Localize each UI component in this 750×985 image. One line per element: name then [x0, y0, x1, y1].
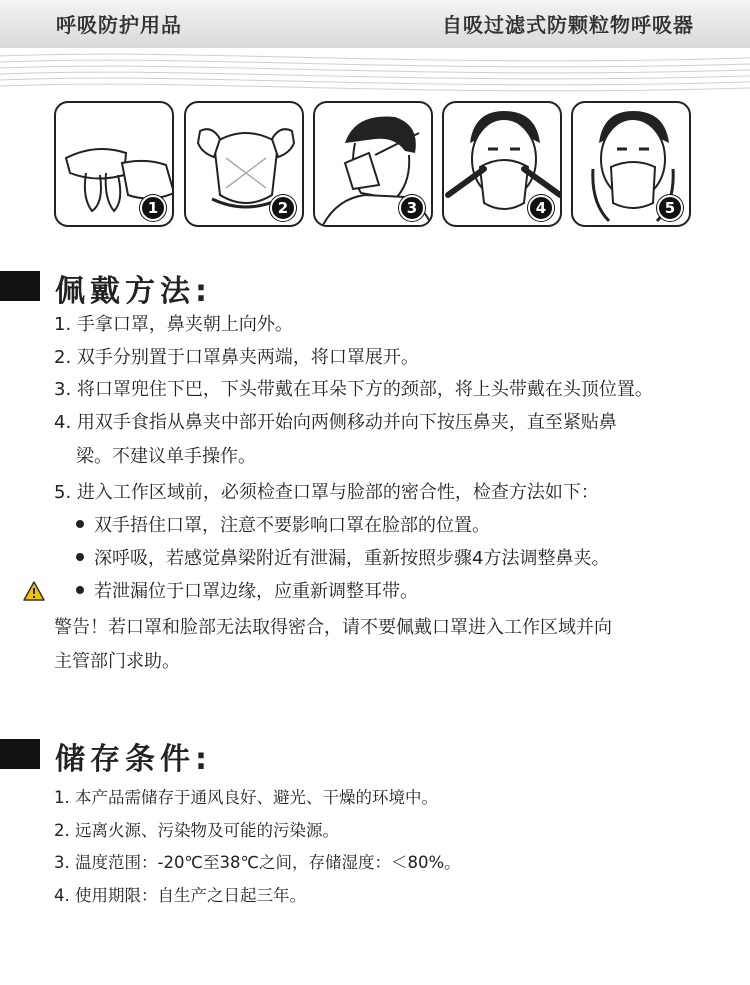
check-bullet-text: 深呼吸，若感觉鼻梁附近有泄漏，重新按照步骤4方法调整鼻夹。 [94, 548, 610, 569]
wearing-step-3: 3. 将口罩兜住下巴，下头带戴在耳朵下方的颈部，将上头带戴在头顶位置。 [54, 379, 653, 400]
check-bullet-text: 双手捂住口罩，注意不要影响口罩在脸部的位置。 [94, 515, 490, 536]
wearing-step-4-continued: 梁。不建议单手操作。 [76, 446, 256, 467]
bullet-dot [76, 553, 84, 561]
wearing-step-1: 1. 手拿口罩，鼻夹朝上向外。 [54, 314, 293, 335]
storage-item-3: 3. 温度范围：-20℃至38℃之间，存储湿度：＜80%。 [54, 853, 461, 872]
heading-bar [0, 271, 40, 301]
step-1-illustration [54, 101, 174, 227]
wearing-step-4: 4. 用双手食指从鼻夹中部开始向两侧移动并向下按压鼻夹，直至紧贴鼻 [54, 412, 617, 433]
warning-triangle-icon [23, 581, 45, 601]
step-number: 2 [270, 195, 296, 221]
category-title: 呼吸防护用品 [56, 13, 182, 37]
step-number: 3 [399, 195, 425, 221]
wearing-step-2: 2. 双手分别置于口罩鼻夹两端，将口罩展开。 [54, 347, 419, 368]
step-5-illustration [571, 101, 691, 227]
step-2-illustration [184, 101, 304, 227]
warning-text-line-1: 警告！若口罩和脸部无法取得密合，请不要佩戴口罩进入工作区域并向 [54, 617, 612, 638]
step-4-illustration [442, 101, 562, 227]
step-number: 1 [140, 195, 166, 221]
step-3-illustration [313, 101, 433, 227]
check-bullet-2 [76, 547, 609, 571]
storage-title: 储存条件: [55, 742, 212, 777]
check-bullet-1 [76, 514, 490, 538]
step-number: 5 [657, 195, 683, 221]
product-title: 自吸过滤式防颗粒物呼吸器 [442, 13, 694, 37]
storage-item-1: 1. 本产品需储存于通风良好、避光、干燥的环境中。 [54, 788, 438, 807]
warning-text-line-2: 主管部门求助。 [54, 651, 180, 672]
header-bar [0, 0, 750, 48]
decorative-waves [0, 48, 750, 108]
bullet-dot [76, 520, 84, 528]
storage-item-4: 4. 使用期限：自生产之日起三年。 [54, 886, 306, 905]
wearing-method-title: 佩戴方法: [55, 274, 212, 309]
check-bullet-text: 若泄漏位于口罩边缘，应重新调整耳带。 [94, 581, 418, 602]
wearing-steps [54, 101, 694, 229]
storage-item-2: 2. 远离火源、污染物及可能的污染源。 [54, 821, 339, 840]
step-number: 4 [528, 195, 554, 221]
bullet-dot [76, 586, 84, 594]
check-bullet-3 [76, 580, 418, 604]
wearing-step-5: 5. 进入工作区域前，必须检查口罩与脸部的密合性，检查方法如下： [54, 482, 599, 503]
heading-bar [0, 739, 40, 769]
